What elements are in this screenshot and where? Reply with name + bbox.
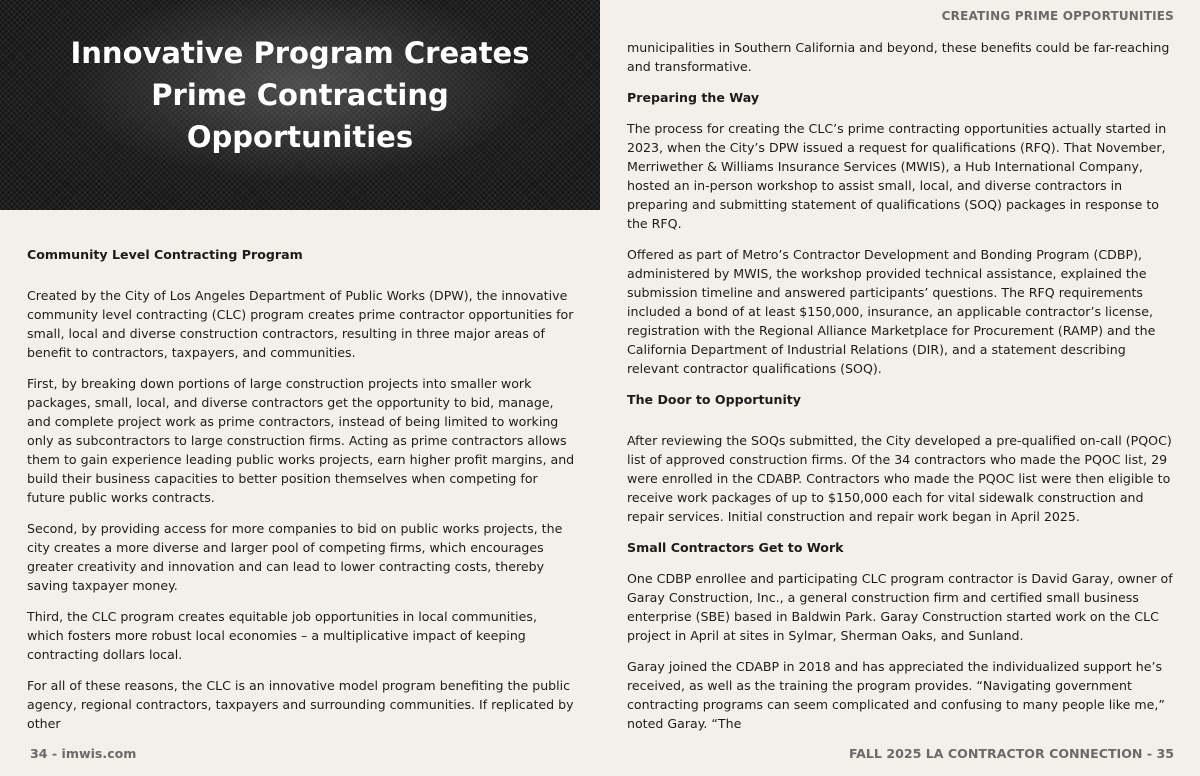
right-column [627, 38, 1173, 745]
paragraph: For all of these reasons, the CLC is an innovative model program benefiting the public agency, regional contractors, taxpayers and surrounding communities. If replicated by other [27, 678, 574, 731]
paragraph: The process for creating the CLC’s prime contracting opportunities actually started in 2023, when the City’s DPW issued a request for qualifications (RFQ). That November, Merriwether & Williams Insurance Services (MWIS), a Hub International Company, hosted an in-person workshop to assist small, local, and diverse contractors in preparing and submitting statement of qualifications (SOQ) packages in response to the RFQ. [627, 121, 1167, 231]
paragraph: municipalities in Southern California and beyond, these benefits could be far-reaching and transformative. [627, 40, 1170, 74]
article-title: Innovative Program Creates Prime Contracting Opportunities [70, 36, 530, 154]
paragraph: First, by breaking down portions of large construction projects into smaller work packages, small, local, and diverse contractors get the opportunity to bid, manage, and complete project work as prime contractors, instead of being limited to working only as subcontractors to large construction firms. Acting as prime contractors allows them to gain experience leading public works projects, earn higher profit margins, and build their business capacities to better position themselves when competing for future public works contracts. [27, 376, 575, 505]
paragraph: Second, by providing access for more companies to bid on public works projects, the city creates a more diverse and larger pool of competing firms, which encourages greater creativity and innovation and can lead to lower contracting costs, thereby saving taxpayer money. [27, 521, 563, 593]
page-footer-right: FALL 2025 LA CONTRACTOR CONNECTION - 35 [849, 746, 1174, 761]
section-heading: Preparing the Way [627, 90, 760, 105]
paragraph: One CDBP enrollee and participating CLC program contractor is David Garay, owner of Garay Construction, Inc., a general construction firm and certified small business enterprise (SBE) based in Baldwin Park. Garay Construction started work on the CLC project in April at sites in Sylmar, Sherman Oaks, and Sunland. [627, 571, 1173, 643]
section-heading: Community Level Contracting Program [27, 247, 303, 262]
left-column [27, 245, 577, 745]
paragraph: After reviewing the SOQs submitted, the City developed a pre-qualified on-call (PQOC) list of approved construction firms. Of the 34 contractors who made the PQOC list, 29 were enrolled in the CDABP. Contractors who made the PQOC list were then eligible to receive work packages of up to $150,000 each for vital sidewalk construction and repair services. Initial construction and repair work began in April 2025. [627, 433, 1172, 524]
paragraph: Offered as part of Metro’s Contractor Development and Bonding Program (CDBP), administered by MWIS, the workshop provided technical assistance, explained the submission timeline and answered participants’ questions. The RFQ requirements included a bond of at least $150,000, insurance, an applicable contractor’s license, registration with the Regional Alliance Marketplace for Procurement (RAMP) and the California Department of Industrial Relations (DIR), and a statement describing relevant contractor qualifications (SOQ). [627, 247, 1156, 376]
paragraph: Created by the City of Los Angeles Department of Public Works (DPW), the innovative community level contracting (CLC) program creates prime contractor opportunities for small, local and diverse construction contractors, resulting in three major areas of benefit to contractors, taxpayers, and communities. [27, 288, 574, 360]
section-heading: Small Contractors Get to Work [627, 540, 844, 555]
paragraph: Garay joined the CDABP in 2018 and has appreciated the individualized support he’s received, as well as the training the program provides. “Navigating government contracting programs can seem complicated and confusing to many people like me,” noted Garay. “The [627, 659, 1165, 731]
paragraph: Third, the CLC program creates equitable job opportunities in local communities, which fosters more robust local economies – a multiplicative impact of keeping contracting dollars local. [27, 609, 537, 662]
running-head: CREATING PRIME OPPORTUNITIES [941, 9, 1174, 23]
page-footer-left: 34 - imwis.com [30, 746, 137, 761]
hero-banner [0, 0, 600, 210]
section-heading: The Door to Opportunity [627, 392, 801, 407]
